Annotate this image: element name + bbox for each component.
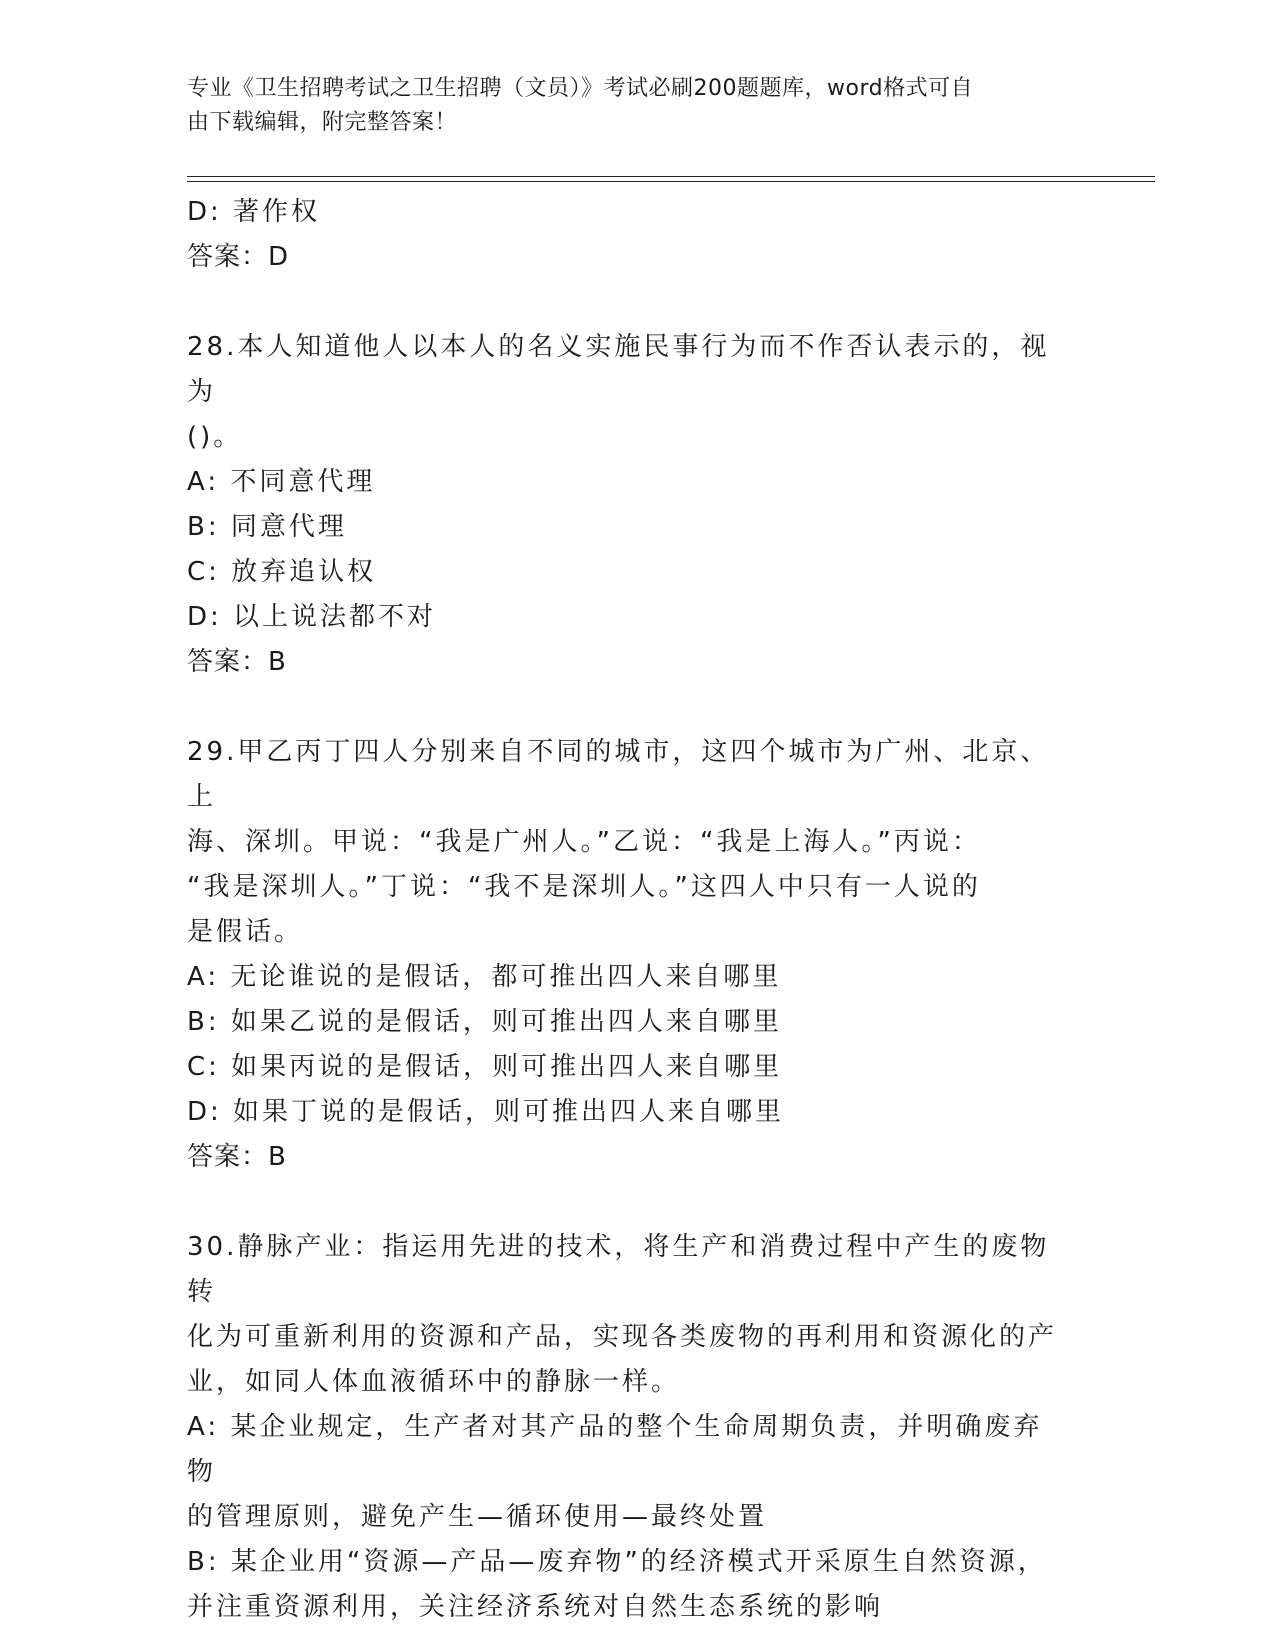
option-d: D: 以上说法都不对 xyxy=(187,602,437,632)
spacer xyxy=(187,685,1067,730)
question-text-line: 海、深圳。甲说：“我是广州人。”乙说：“我是上海人。”丙说： xyxy=(187,827,981,857)
question-text-line: 29.甲乙丙丁四人分别来自不同的城市，这四个城市为广州、北京、上 xyxy=(187,737,1050,812)
header-rule-top xyxy=(187,176,1155,177)
answer-line: 答案：B xyxy=(187,647,287,677)
option-b: B: 某企业用“资源—产品—废弃物”的经济模式开采原生自然资源， xyxy=(187,1547,1047,1577)
option-a: A: 某企业规定，生产者对其产品的整个生命周期负责，并明确废弃物 xyxy=(187,1412,1043,1487)
header-title-line-1: 专业《卫生招聘考试之卫生招聘（文员）》考试必刷200题题库，word格式可自 xyxy=(187,76,974,101)
option-d: D: 如果丁说的是假话，则可推出四人来自哪里 xyxy=(187,1097,785,1127)
document-header xyxy=(187,72,1067,140)
question-text-line: ()。 xyxy=(187,422,243,452)
option-b-continued: 并注重资源利用，关注经济系统对自然生态系统的影响 xyxy=(187,1592,884,1622)
question-text-line: 是假话。 xyxy=(187,917,304,947)
header-rule-bottom xyxy=(187,181,1155,182)
question-29 xyxy=(187,730,1067,1180)
spacer xyxy=(187,280,1067,325)
spacer xyxy=(187,1180,1067,1225)
question-27-continuation xyxy=(187,190,1067,280)
question-text-line: 化为可重新利用的资源和产品，实现各类废物的再利用和资源化的产 xyxy=(187,1322,1058,1352)
answer-line: 答案：D xyxy=(187,242,290,272)
option-c: C: 放弃追认权 xyxy=(187,557,377,587)
option-a-continued: 的管理原则，避免产生—循环使用—最终处置 xyxy=(187,1502,768,1532)
header-title-line-2: 由下载编辑，附完整答案！ xyxy=(187,110,458,135)
option-b: B: 同意代理 xyxy=(187,512,347,542)
option-d: D: 著作权 xyxy=(187,197,321,227)
option-a: A: 无论谁说的是假话，都可推出四人来自哪里 xyxy=(187,962,782,992)
option-a: A: 不同意代理 xyxy=(187,467,376,497)
question-text-line: 30.静脉产业：指运用先进的技术，将生产和消费过程中产生的废物转 xyxy=(187,1232,1050,1307)
document-body xyxy=(187,190,1067,1630)
question-text-line: 业，如同人体血液循环中的静脉一样。 xyxy=(187,1367,681,1397)
answer-line: 答案：B xyxy=(187,1142,287,1172)
question-28 xyxy=(187,325,1067,685)
question-text-line: 28.本人知道他人以本人的名义实施民事行为而不作否认表示的，视为 xyxy=(187,332,1050,407)
option-c: C: 如果丙说的是假话，则可推出四人来自哪里 xyxy=(187,1052,783,1082)
question-30 xyxy=(187,1225,1067,1630)
question-text-line: “我是深圳人。”丁说：“我不是深圳人。”这四人中只有一人说的 xyxy=(187,872,981,902)
option-b: B: 如果乙说的是假话，则可推出四人来自哪里 xyxy=(187,1007,782,1037)
